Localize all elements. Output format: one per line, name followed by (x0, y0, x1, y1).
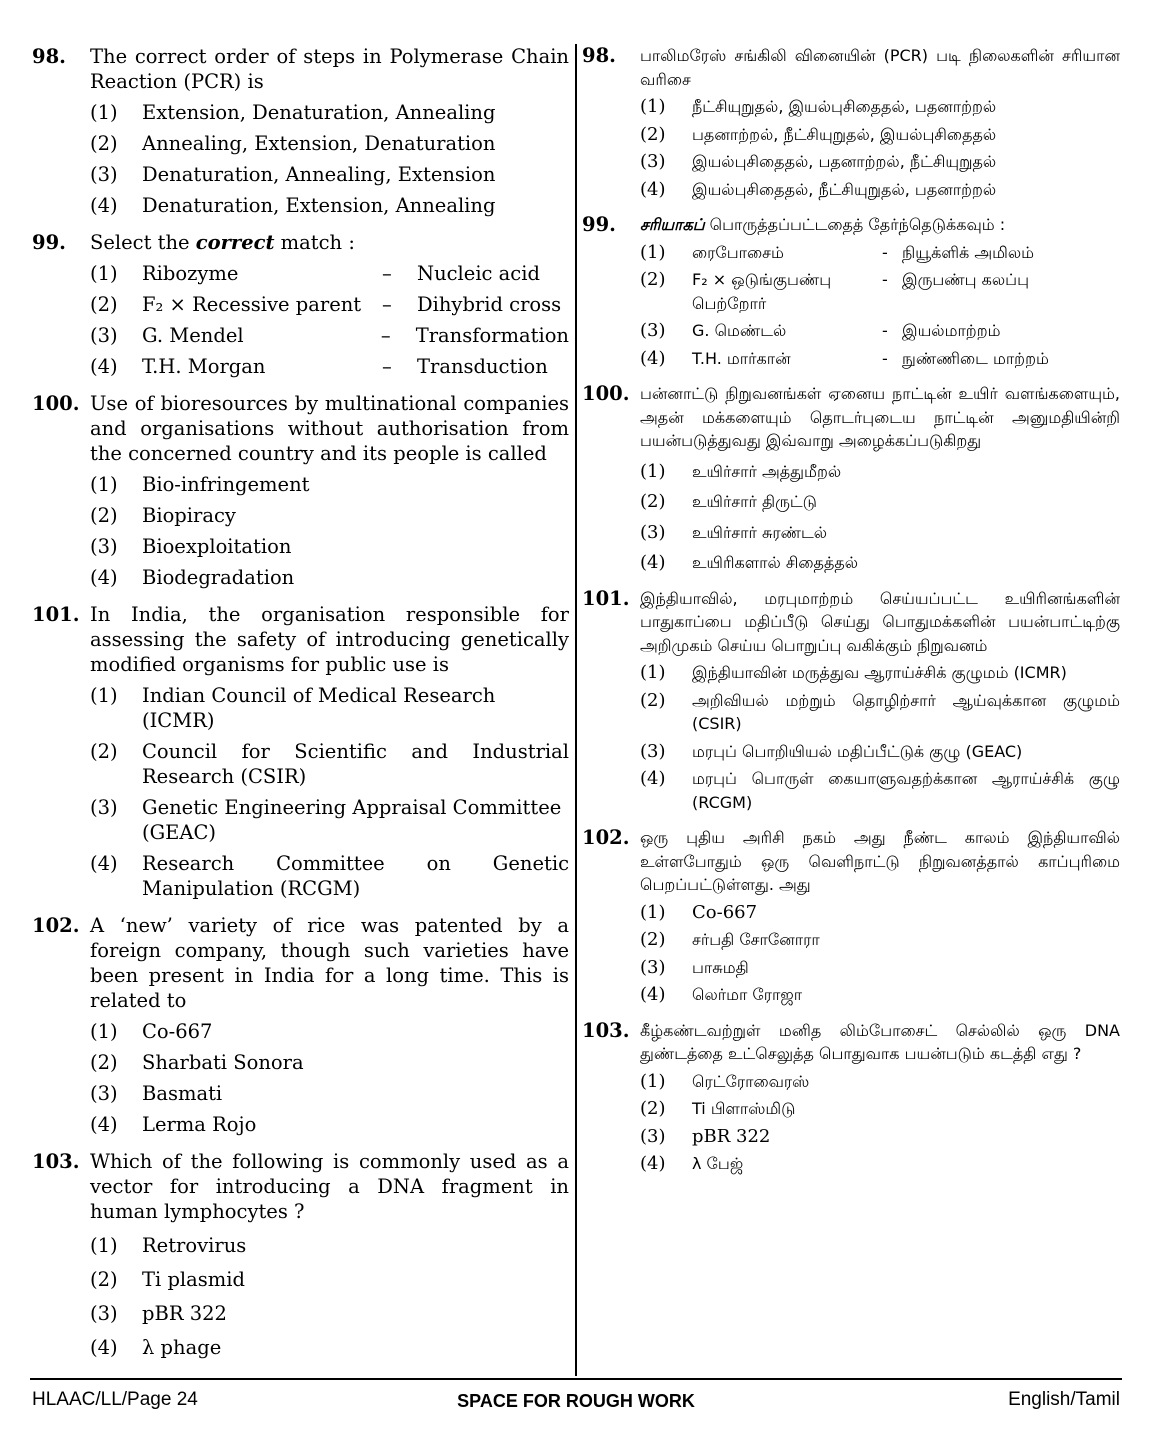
option: (4) Biodegradation (90, 566, 295, 589)
question-text: Which of the following is commonly used as a vector for introducing a DNA fragment in human lymphocytes ? (90, 1150, 569, 1223)
question-number: 99. (32, 231, 66, 254)
option: (4) Lerma Rojo (90, 1113, 257, 1136)
option: (1) Indian Council of Medical Research (ICMR) (90, 684, 496, 732)
option: (2) Ti பிளாஸ்மிடு (640, 1098, 796, 1119)
question-103-ta (582, 1019, 1120, 1176)
match-option: (2) F₂ × Recessive parent – Dihybrid cross (90, 293, 562, 316)
question-text: இந்தியாவில், மரபுமாற்றம் செய்யப்பட்ட உயிரினங்களின் பாதுகாப்பை மதிப்பீடு செய்து பொதுமக்களின் பயன்பாட்டிற்கு அறிமுகம் செய்ய பொறுப்பு வகிக்கும் நிறுவனம் (640, 588, 1120, 655)
question-98-en (32, 44, 569, 218)
option: (1) Extension, Denaturation, Annealing (90, 101, 496, 124)
option: (4) λ phage (90, 1336, 222, 1359)
question-102-en (32, 913, 569, 1137)
match-option: (1) Ribozyme – Nucleic acid (90, 262, 540, 285)
option: (1) நீட்சியுறுதல், இயல்புசிதைதல், பதனாற்றல் (640, 96, 997, 117)
tamil-column (582, 44, 1120, 1176)
question-text: சரியாகப் பொருத்தப்பட்டதைத் தேர்ந்தெடுக்கவும் : (640, 215, 1006, 234)
question-100-en (32, 391, 569, 590)
option: (1) ரெட்ரோவைரஸ் (640, 1070, 810, 1092)
option: (2) Biopiracy (90, 504, 236, 527)
english-column (32, 44, 569, 1360)
option: (4) உயிரிகளால் சிதைத்தல் (640, 552, 859, 573)
option: (2) அறிவியல் மற்றும் தொழிற்சார் ஆய்வுக்கான குழுமம் (CSIR) (640, 689, 1120, 733)
question-text: Select the correct match : (90, 231, 355, 254)
option: (4) Denaturation, Extension, Annealing (90, 194, 496, 217)
option: (1) Co-667 (640, 901, 758, 923)
question-text: பன்னாட்டு நிறுவனங்கள் ஏனைய நாட்டின் உயிர் வளங்களையும், அதன் மக்களையும் தொடர்புடைய நாட்டின் அனுமதியின்றி பயன்படுத்துவது இவ்வாறு அழைக்கப்படுகிறது (640, 384, 1120, 450)
option: (3) Basmati (90, 1082, 223, 1105)
question-number: 99. (582, 213, 616, 236)
option: (3) இயல்புசிதைதல், பதனாற்றல், நீட்சியுறுதல் (640, 151, 997, 172)
exam-page (32, 44, 1122, 1376)
option: (3) உயிர்சார் சுரண்டல் (640, 521, 828, 543)
option: (1) உயிர்சார் அத்துமீறல் (640, 460, 842, 482)
question-text: கீழ்கண்டவற்றுள் மனித லிம்போசைட் செல்லில் ஒரு DNA துண்டத்தை உட்செலுத்த பொதுவாக பயன்படும் கடத்தி எது ? (640, 1020, 1120, 1063)
option: (4) லெர்மா ரோஜா (640, 984, 803, 1005)
question-102-ta (582, 826, 1120, 1007)
question-number: 101. (32, 603, 80, 626)
option: (2) சர்பதி சோனோரா (640, 929, 820, 950)
option: (2) பதனாற்றல், நீட்சியுறுதல், இயல்புசிதைதல் (640, 123, 997, 145)
question-number: 103. (582, 1018, 630, 1042)
option: (2) Sharbati Sonora (90, 1051, 304, 1074)
option: (4) மரபுப் பொருள் கையாளுவதற்க்கான ஆராய்ச்சிக் குழு (RCGM) (640, 768, 1120, 812)
option: (1) இந்தியாவின் மருத்துவ ஆராய்ச்சிக் குழுமம் (ICMR) (640, 662, 1067, 683)
option: (3) மரபுப் பொறியியல் மதிப்பீட்டுக் குழு (GEAC) (640, 740, 1023, 762)
question-number: 103. (32, 1150, 80, 1173)
option: (4) Research Committee on Genetic Manipulation (RCGM) (90, 852, 569, 900)
question-number: 102. (32, 914, 80, 937)
question-number: 98. (582, 44, 616, 67)
language-label: English/Tamil (1008, 1389, 1120, 1410)
option: (2) உயிர்சார் திருட்டு (640, 491, 817, 512)
option: (4) λ பேஜ் (640, 1153, 744, 1174)
question-99-en (32, 230, 569, 379)
match-option: (4) T.H. மார்கான் - நுண்ணிடை மாற்றம் (640, 347, 1049, 369)
option: (3) Bioexploitation (90, 535, 292, 558)
question-text: பாலிமரேஸ் சங்கிலி வினையின் (PCR) படி நிலைகளின் சரியான வரிசை (640, 46, 1120, 89)
page-code: HLAAC/LL/Page 24 (32, 1389, 198, 1410)
question-text: The correct order of steps in Polymerase Chain Reaction (PCR) is (90, 45, 569, 93)
question-text: In India, the organisation responsible for assessing the safety of introducing genetically modified organisms for public use is (90, 603, 569, 676)
option: (2) Annealing, Extension, Denaturation (90, 132, 496, 155)
question-text: ஒரு புதிய அரிசி நகம் அது நீண்ட காலம் இந்தியாவில் உள்ளபோதும் ஒரு வெளிநாட்டு நிறுவனத்தால் காப்புரிமை பெறப்பட்டுள்ளது. அது (640, 828, 1120, 894)
question-100-ta (582, 382, 1120, 575)
question-number: 100. (582, 382, 630, 405)
rough-work-label: SPACE FOR ROUGH WORK (457, 1391, 695, 1411)
option: (3) Denaturation, Annealing, Extension (90, 163, 496, 186)
question-103-en (32, 1149, 569, 1360)
question-98-ta (582, 44, 1120, 201)
option: (4) இயல்புசிதைதல், நீட்சியுறுதல், பதனாற்றல் (640, 178, 997, 200)
option: (3) pBR 322 (90, 1302, 227, 1325)
option: (2) Council for Scientific and Industrial Research (CSIR) (90, 740, 569, 788)
question-number: 98. (32, 45, 66, 68)
option: (1) Co-667 (90, 1020, 213, 1043)
question-text: A ‘new’ variety of rice was patented by a foreign company, though such varieties have been present in India for a long time. This is related to (90, 914, 569, 1012)
match-option: (4) T.H. Morgan – Transduction (90, 355, 548, 378)
question-text: Use of bioresources by multinational companies and organisations without authorisation from the concerned country and its people is called (90, 392, 569, 465)
match-option: (2) F₂ × ஒடுங்குபண்பு பெற்றோர் - இருபண்பு கலப்பு (640, 269, 1029, 313)
option: (3) பாசுமதி (640, 956, 749, 978)
question-number: 100. (32, 392, 80, 415)
question-number: 102. (582, 826, 630, 849)
match-option: (1) ரைபோசைம் - நியூக்ளிக் அமிலம் (640, 241, 1035, 263)
option: (3) pBR 322 (640, 1125, 771, 1147)
option: (1) Retrovirus (90, 1234, 247, 1257)
option: (1) Bio-infringement (90, 473, 310, 496)
question-101-en (32, 602, 569, 901)
column-divider (575, 44, 577, 1376)
question-number: 101. (582, 586, 630, 610)
question-99-ta (582, 213, 1120, 370)
option: (3) Genetic Engineering Appraisal Committee (GEAC) (90, 796, 562, 844)
option: (2) Ti plasmid (90, 1268, 246, 1291)
footer-rule (30, 1378, 1122, 1380)
match-option: (3) G. Mendel – Transformation (90, 324, 569, 347)
match-option: (3) G. மெண்டல் - இயல்மாற்றம் (640, 320, 1001, 341)
question-101-ta (582, 587, 1120, 815)
